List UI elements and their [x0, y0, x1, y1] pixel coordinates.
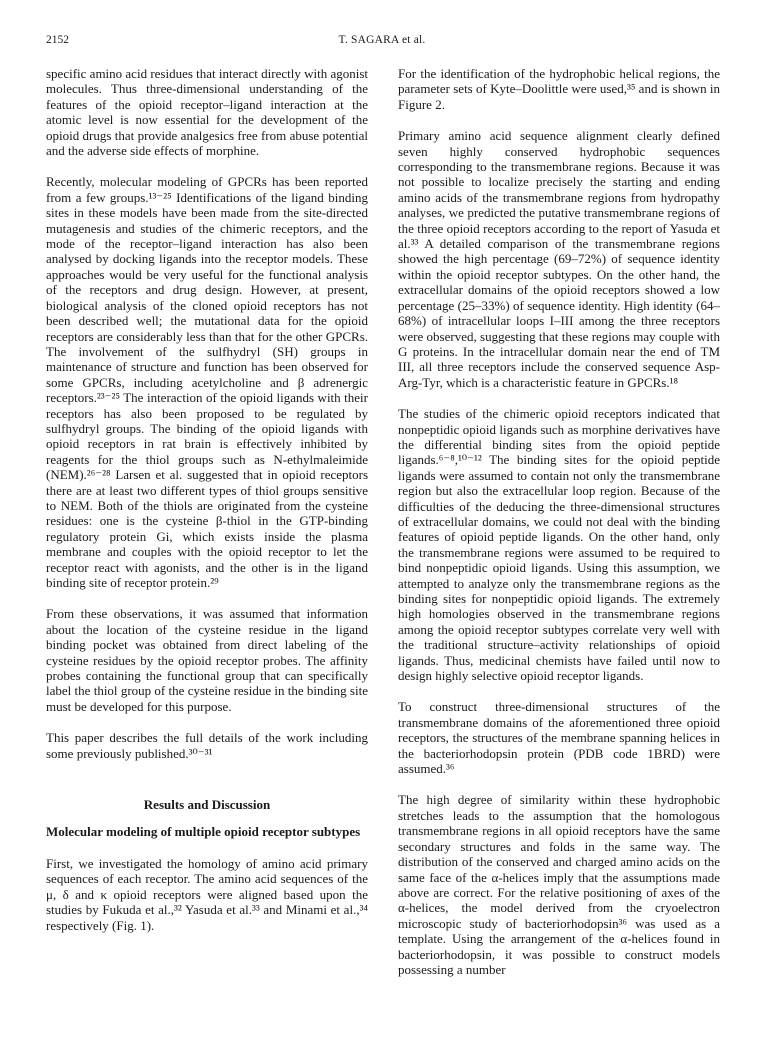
subsection-heading: Molecular modeling of multiple opioid receptor subtypes: [46, 824, 361, 840]
paragraph: specific amino acid residues that interact directly with agonist molecules. Thus three-dimensional understanding of the features of the opioid receptor–ligand interaction at the atomic level is now essential for the development of the opioid drugs that provide analgesics free from abuse potential and the adverse side effects of morphine.: [46, 66, 369, 159]
page-header: [46, 34, 718, 50]
paragraph: The studies of the chimeric opioid receptors indicated that nonpeptidic opioid ligands such as morphine derivatives have the differential binding sites from the opioid peptide ligands.⁶⁻⁸,¹⁰⁻¹² The binding sites for the opioid peptide ligands were assumed to contain not only the transmembrane region but also the extracellular loop region. Because of the difficulties of the deducing the three-dimensional structures of extracellular domains, we could not deal with the binding features of opioid peptide ligands. On the other hand, only the transmembrane regions were assumed to be required to bind nonpeptidic opioid ligands. Using this assumption, we attempted to analyze only the transmembrane regions as the binding sites for nonpeptidic opioid ligands. The extremely high homologies observed in the transmembrane regions among the opioid receptor subtypes correlate very well with the traditional structure–activity relationships of opioid ligands. Thus, medicinal chemists have failed until now to design highly selective opioid receptor ligands.: [398, 406, 720, 684]
paragraph: To construct three-dimensional structures of the transmembrane domains of the aforementioned three opioid receptors, the structures of the membrane spanning helices in the bacteriorhodopsin protein (PDB code 1BRD) were assumed.³⁶: [398, 699, 720, 777]
paragraph: The high degree of similarity within these hydrophobic stretches leads to the assumption that the homologous transmembrane regions in all opioid receptors have the same secondary structures and folds in the same way. The distribution of the conserved and charged amino acids on the same face of the α-helices imply that the assumptions made above are correct. For the relative positioning of axes of the α-helices, the model derived from the cryoelectron microscopic study of bacteriorhodopsin³⁶ was used as a template. Using the arrangement of the α-helices found in bacteriorhodopsin, it was possible to construct models possessing a number: [398, 792, 720, 977]
paragraph: For the identification of the hydrophobic helical regions, the parameter sets of Kyte–Doolittle were used,³⁵ and is shown in Figure 2.: [398, 66, 720, 112]
paragraph: Primary amino acid sequence alignment clearly defined seven highly conserved hydrophobic sequences corresponding to the transmembrane regions. Because it was not possible to localize precisely the starting and ending amino acids of the transmembrane regions from hydropathy analyses, we predicted the putative transmembrane regions of the three opioid receptors according to the report of Yasuda et al.³³ A detailed comparison of the transmembrane regions showed the high percentage (69–72%) of sequence identity within the opioid receptor subtypes. On the other hand, the extracellular domains of the opioid receptors showed a low percentage (25–33%) of sequence identity. High identity (64–68%) of intracellular loops I–III among the three receptors were observed, suggesting that these regions may couple with G proteins. In the intracellular domain near the end of TM III, all three receptors include the conserved sequence Asp-Arg-Tyr, which is a characteristic feature in GPCRs.¹⁸: [398, 128, 720, 390]
left-column: [46, 66, 368, 949]
section-heading: Results and Discussion: [143, 797, 271, 813]
running-head: T. SAGARA et al.: [338, 34, 426, 46]
paragraph: Recently, molecular modeling of GPCRs has been reported from a few groups.¹³⁻²⁵ Identifications of the ligand binding sites in these models have been made from the site-directed mutagenesis and studies of the chimeric receptors, and the mode of the receptor–ligand interaction has also been analysed by docking ligands into the receptor models. These approaches would be very useful for the functional analysis of the receptors and drug design. However, at present, biological analysis of the cloned opioid receptors has not been described well; the mutational data for the opioid receptors are considerably less than that for the other GPCRs. The involvement of the sulfhydryl (SH) groups in maintenance of structure and function has been observed for some GPCRs, including acetylcholine and β adrenergic receptors.²³⁻²⁵ The interaction of the opioid ligands with their receptors has also been proposed to be regulated by sulfhydryl groups. The binding of the opioid ligands with opioid receptors in rat brain is effectively inhibited by reagents for the thiol groups such as N-ethylmaleimide (NEM).²⁶⁻²⁸ Larsen et al. suggested that in opioid receptors there are at least two different types of thiol groups sensitive to NEM. Both of the thiols are originated from the cysteine residues: one is the cysteine β-thiol in the GTP-binding regulatory protein Gi, which exists inside the plasma membrane and couples with the opioid receptor to let the receptor react with agonists, and the other is in the ligand binding site of receptor protein.²⁹: [46, 174, 368, 590]
right-column: [398, 66, 720, 993]
page-number: 2152: [46, 34, 69, 46]
paragraph: From these observations, it was assumed that information about the location of the cysteine residue in the ligand binding pocket was obtained from direct labeling of the cysteine residues by the opioid receptor probes. The affinity probes containing the functional group that can specifically label the thiol group of the cysteine residue in the binding site must be developed for this purpose.: [46, 606, 368, 714]
paragraph: This paper describes the full details of the work including some previously published.³⁰⁻³¹: [46, 730, 368, 761]
paragraph: First, we investigated the homology of amino acid primary sequences of each receptor. The amino acid sequences of the μ, δ and κ opioid receptors were aligned based upon the studies by Fukuda et al.,³² Yasuda et al.³³ and Minami et al.,³⁴ respectively (Fig. 1).: [46, 855, 368, 933]
